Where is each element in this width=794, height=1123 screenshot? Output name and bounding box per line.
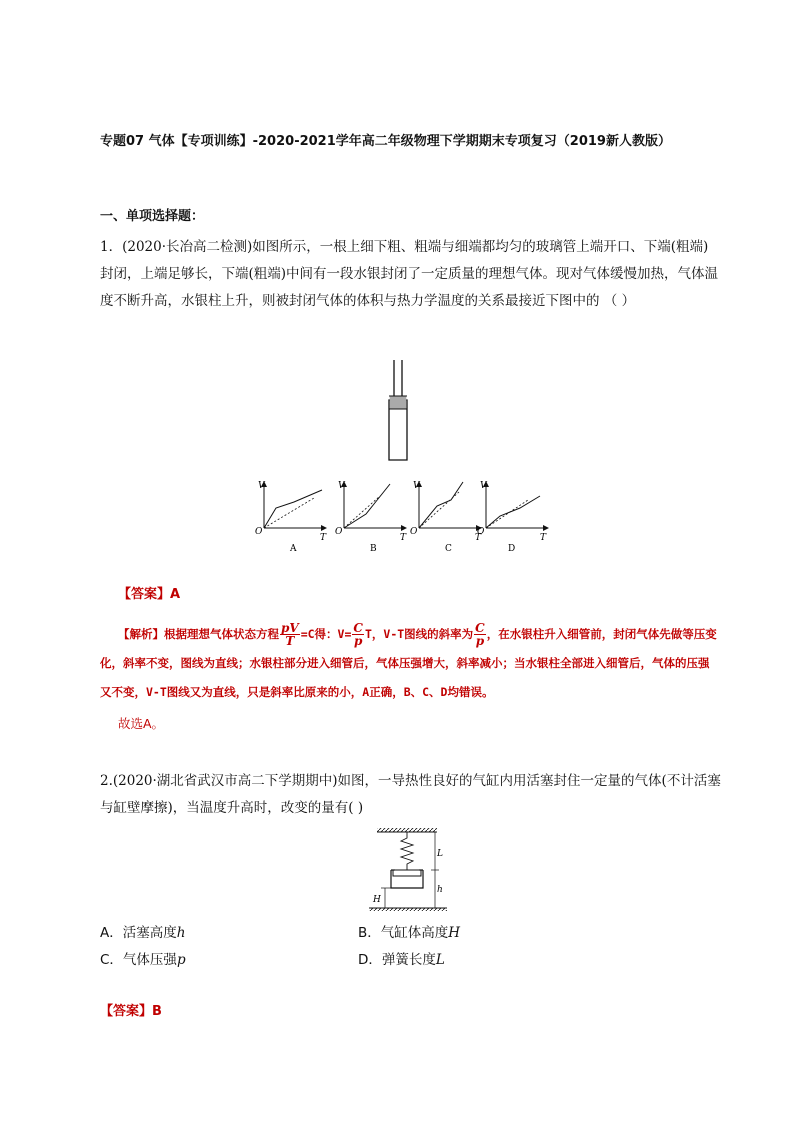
- document-title: 专题07 气体【专项训练】-2020-2021学年高二年级物理下学期期末专项复习（2019新人教版）: [100, 134, 671, 149]
- analysis-label: 【解析】: [118, 627, 164, 641]
- axis-t-label: T: [400, 533, 407, 543]
- axis-t-label: T: [320, 533, 327, 543]
- axis-v-label: V: [480, 481, 487, 491]
- cylinder-figure: [355, 826, 465, 912]
- answer-label: 【答案】: [100, 1004, 153, 1019]
- origin-label: O: [477, 527, 485, 537]
- axis-v-label: V: [338, 481, 345, 491]
- graph-a: [255, 481, 327, 554]
- label-h-big: H: [373, 895, 381, 905]
- question-2-text: 2.(2020·湖北省武汉市高二下学期期中)如图，一导热性良好的气缸内用活塞封住一定量的气体(不计活塞与缸壁摩擦)，当温度升高时，改变的量有( ): [100, 773, 721, 816]
- origin-label: O: [335, 527, 343, 537]
- analysis-text: =C得：V=: [300, 627, 352, 641]
- question-1-text: 1．(2020·长冶高二检测)如图所示，一根上细下粗、粗端与细端都均匀的玻璃管上端开口、下端(粗端)封闭，上端足够长，下端(粗端)中间有一段水银封闭了一定质量的理想气体。现对气体缓慢加热，气体温度不断升高，水银柱上升，则被封闭气体的体积与热力学温度的关系最接近下图中的 （ ）: [100, 239, 719, 309]
- answer-value: B: [152, 1004, 162, 1019]
- axis-v-label: V: [413, 481, 420, 491]
- section-heading: 一、单项选择题：: [100, 209, 205, 224]
- graph-b: [335, 481, 407, 554]
- fraction-c-over-p: $\frac{C}{p}$: [353, 621, 363, 648]
- analysis-text: 根据理想气体状态方程: [164, 627, 279, 641]
- graph-d: [477, 481, 548, 554]
- option-d: D．弹簧长度L: [358, 952, 445, 968]
- graph-label-b: B: [370, 544, 377, 554]
- graph-label-c: C: [445, 544, 452, 554]
- answer-label: 【答案】: [118, 587, 171, 602]
- graph-label-a: A: [290, 544, 297, 554]
- option-b: B．气缸体高度H: [358, 925, 461, 941]
- fraction-c-over-p: $\frac{C}{p}$: [475, 621, 485, 648]
- origin-label: O: [410, 527, 418, 537]
- option-a: A．活塞高度h: [100, 925, 186, 941]
- graph-c: [410, 481, 482, 554]
- label-l: L: [437, 849, 443, 859]
- choose-answer: 故选A。: [118, 716, 165, 731]
- axis-v-label: V: [258, 481, 265, 491]
- axis-t-label: T: [540, 533, 547, 543]
- origin-label: O: [255, 527, 263, 537]
- answer-value: A: [170, 587, 181, 602]
- glass-tube-figure: [380, 360, 420, 465]
- label-h-small: h: [437, 885, 443, 895]
- axis-t-label: T: [475, 533, 482, 543]
- vt-graphs: [250, 478, 545, 558]
- analysis-text: T，V-T图线的斜率为: [364, 627, 474, 641]
- graph-label-d: D: [508, 544, 516, 554]
- option-c: C．气体压强p: [100, 952, 186, 968]
- fraction-pv-over-t: $\frac{pV}{T}$: [281, 621, 299, 648]
- answer-2: [100, 1000, 162, 1019]
- analysis-text: ，在水银柱升入细管前，封闭气体先做等压变化，斜率不变，图线为直线；水银柱部分进入细管后，气体压强增大，斜率减小；当水银柱全部进入细管后，气体的压强又不变，V-T图线又为直线，只是斜率比原来的小，A正确，B、C、D均错误。: [100, 627, 717, 699]
- analysis-1: [100, 620, 720, 707]
- answer-1: [118, 583, 180, 602]
